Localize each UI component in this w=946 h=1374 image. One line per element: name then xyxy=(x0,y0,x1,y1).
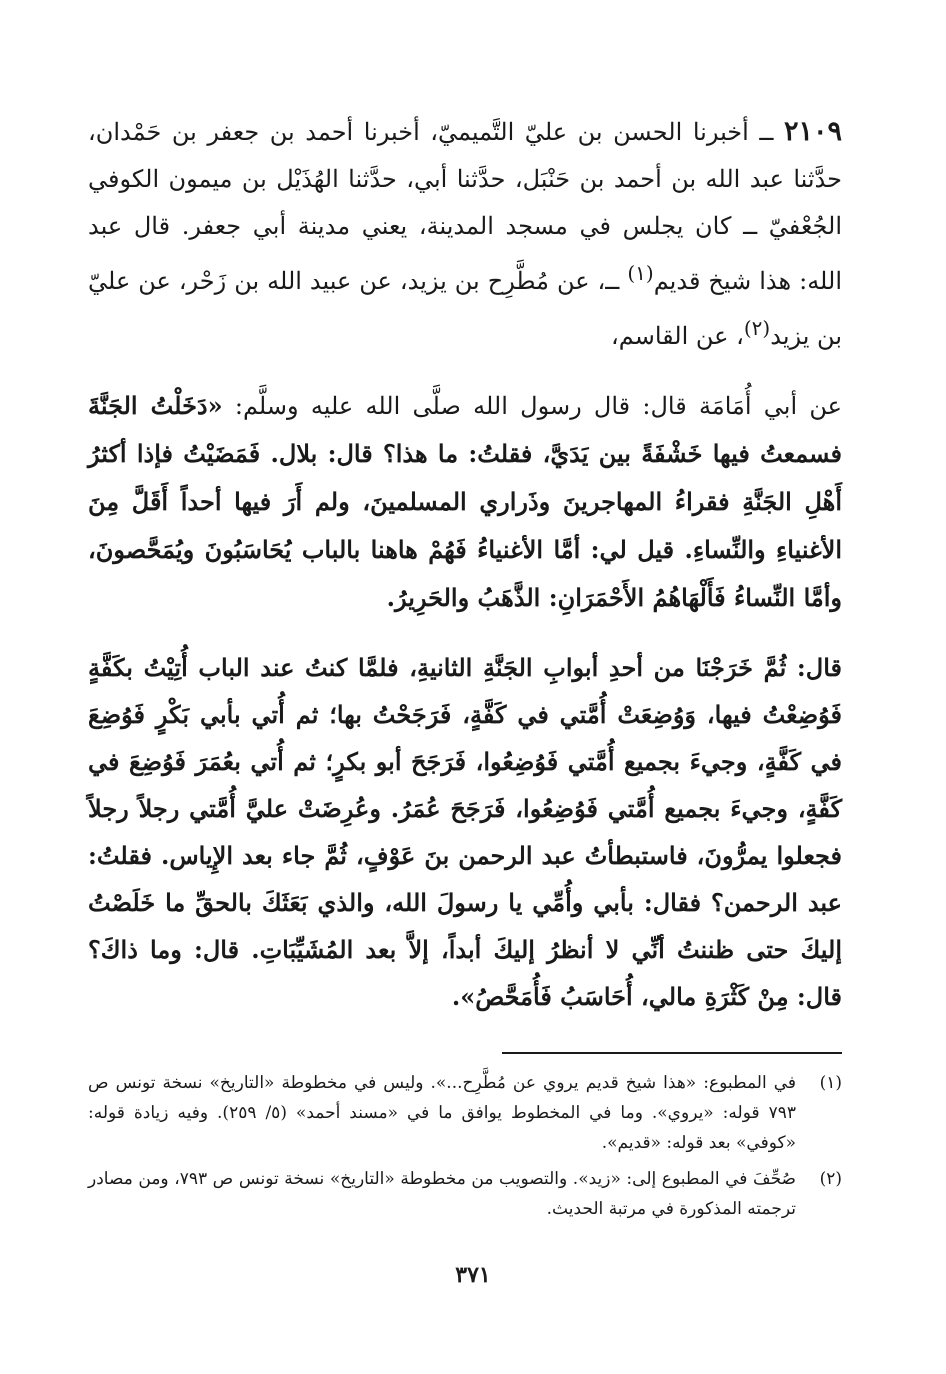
footnote-2-text: صُحِّفَ في المطبوع إلى: «زيد». والتصويب من مخطوطة «التاريخ» نسخة تونس ص ٧٩٣، ومن مصادر ترجمته المذكورة في مرتبة الحديث. xyxy=(88,1169,796,1219)
isnad-continuation: ــ، عن مُطَّرِح بن يزيد، عن عبيد الله بن زَحْر، عن عليّ بن يزيد xyxy=(88,267,842,350)
footnote-1-text: في المطبوع: «هذا شيخ قديم يروي عن مُطَّرِح...». وليس في مخطوطة «التاريخ» نسخة تونس ص ٧٩٣ قوله: «يروي». وما في المخطوط يوافق ما في «مسند أحمد» (٥/ ٢٥٩). وفيه زيادة قوله: «كوفي» بعد قوله: «قديم». xyxy=(88,1073,796,1153)
page-number: ٣٧١ xyxy=(455,1262,491,1288)
footnote-2 xyxy=(88,1164,842,1224)
footnote-ref-1[interactable]: (١) xyxy=(627,261,654,285)
matn-text-1: «دَخَلْتُ الجَنَّةَ فسمعتُ فيها خَشْفَةً بين يَدَيَّ، فقلتُ: ما هذا؟ قال: بلال. فَمَضَيْتُ فإذا أكثرُ أَهْلِ الجَنَّةِ فقراءُ المهاجرينَ وذَراري المسلمينَ، ولم أَرَ فيها أحداً أَقَلَّ مِنَ الأغنياءِ والنِّساءِ. قيل لي: أمَّا الأغنياءُ فَهُمْ هاهنا بالباب يُحَاسَبُونَ ويُمَحَّصونَ، وأمَّا النِّساءُ فَأَلْهَاهُمُ الأَحْمَرَانِ: الذَّهَبُ والحَرِيرُ. xyxy=(88,391,842,612)
footnote-2-mark: (٢) xyxy=(819,1169,842,1189)
matn-paragraph-1 xyxy=(88,382,842,622)
footnote-1 xyxy=(88,1068,842,1158)
footnotes xyxy=(88,1068,842,1224)
matn-paragraph-2: قال: ثُمَّ خَرَجْنَا من أحدِ أبوابِ الجَنَّةِ الثانيةِ، فلمَّا كنتُ عند الباب أُتِيْتُ بكَفَّةٍ فَوُضِعْتُ فيها، وَوُضِعَتْ أُمَّتي في كَفَّةٍ، فَرَجَحْتُ بها؛ ثم أُتي بأبي بَكْرٍ فَوُضِعَ في كَفَّةٍ، وجيءَ بجميع أُمَّتي فَوُضِعُوا، فَرَجَحَ أبو بكرٍ؛ ثم أُتي بعُمَرَ فَوُضِعَ في كَفَّةٍ، وجيءَ بجميع أُمَّتي فَوُضِعُوا، فَرَجَحَ عُمَرُ. وعُرِضَتْ عليَّ أُمَّتي رجلاً رجلاً فجعلوا يمرُّونَ، فاستبطأتُ عبد الرحمن بنَ عَوْفٍ، ثُمَّ جاء بعد الإِياس. فقلتُ: عبد الرحمن؟ فقال: بأبي وأُمِّي يا رسولَ الله، والذي بَعَثَكَ بالحقِّ ما خَلَصْتُ إليكَ حتى ظننتُ أنِّي لا أنظرُ إليكَ أبداً، إلاَّ بعد المُشَيِّبَاتِ. قال: وما ذاكَ؟ قال: مِنْ كَثْرَةِ مالي، أُحَاسَبُ فَأُمَحَّصُ». xyxy=(88,653,842,1011)
footnote-separator xyxy=(502,1052,842,1054)
hadith-number: ٢١٠٩ xyxy=(784,116,843,147)
footnote-ref-2[interactable]: (٢) xyxy=(743,316,771,340)
hadith-isnad-paragraph xyxy=(88,108,842,360)
footnote-1-mark: (١) xyxy=(819,1073,842,1093)
isnad-end: ، عن القاسم، xyxy=(610,322,744,350)
matn-intro: عن أبي أُمَامَة قال: قال رسول الله صلَّى الله عليه وسلَّم: xyxy=(234,392,842,420)
isnad-text: ــ أخبرنا الحسن بن عليّ التَّميميّ، أخبرنا أحمد بن جعفر بن حَمْدان، حدَّثنا عبد الله بن أحمد بن حَنْبَل، حدَّثنا أبي، حدَّثنا الهُذَيْل بن ميمون الكوفي الجُعْفيّ ــ كان يجلس في مسجد المدينة، يعني مدينة أبي جعفر. قال عبد الله: هذا شيخ قديم xyxy=(88,118,842,295)
